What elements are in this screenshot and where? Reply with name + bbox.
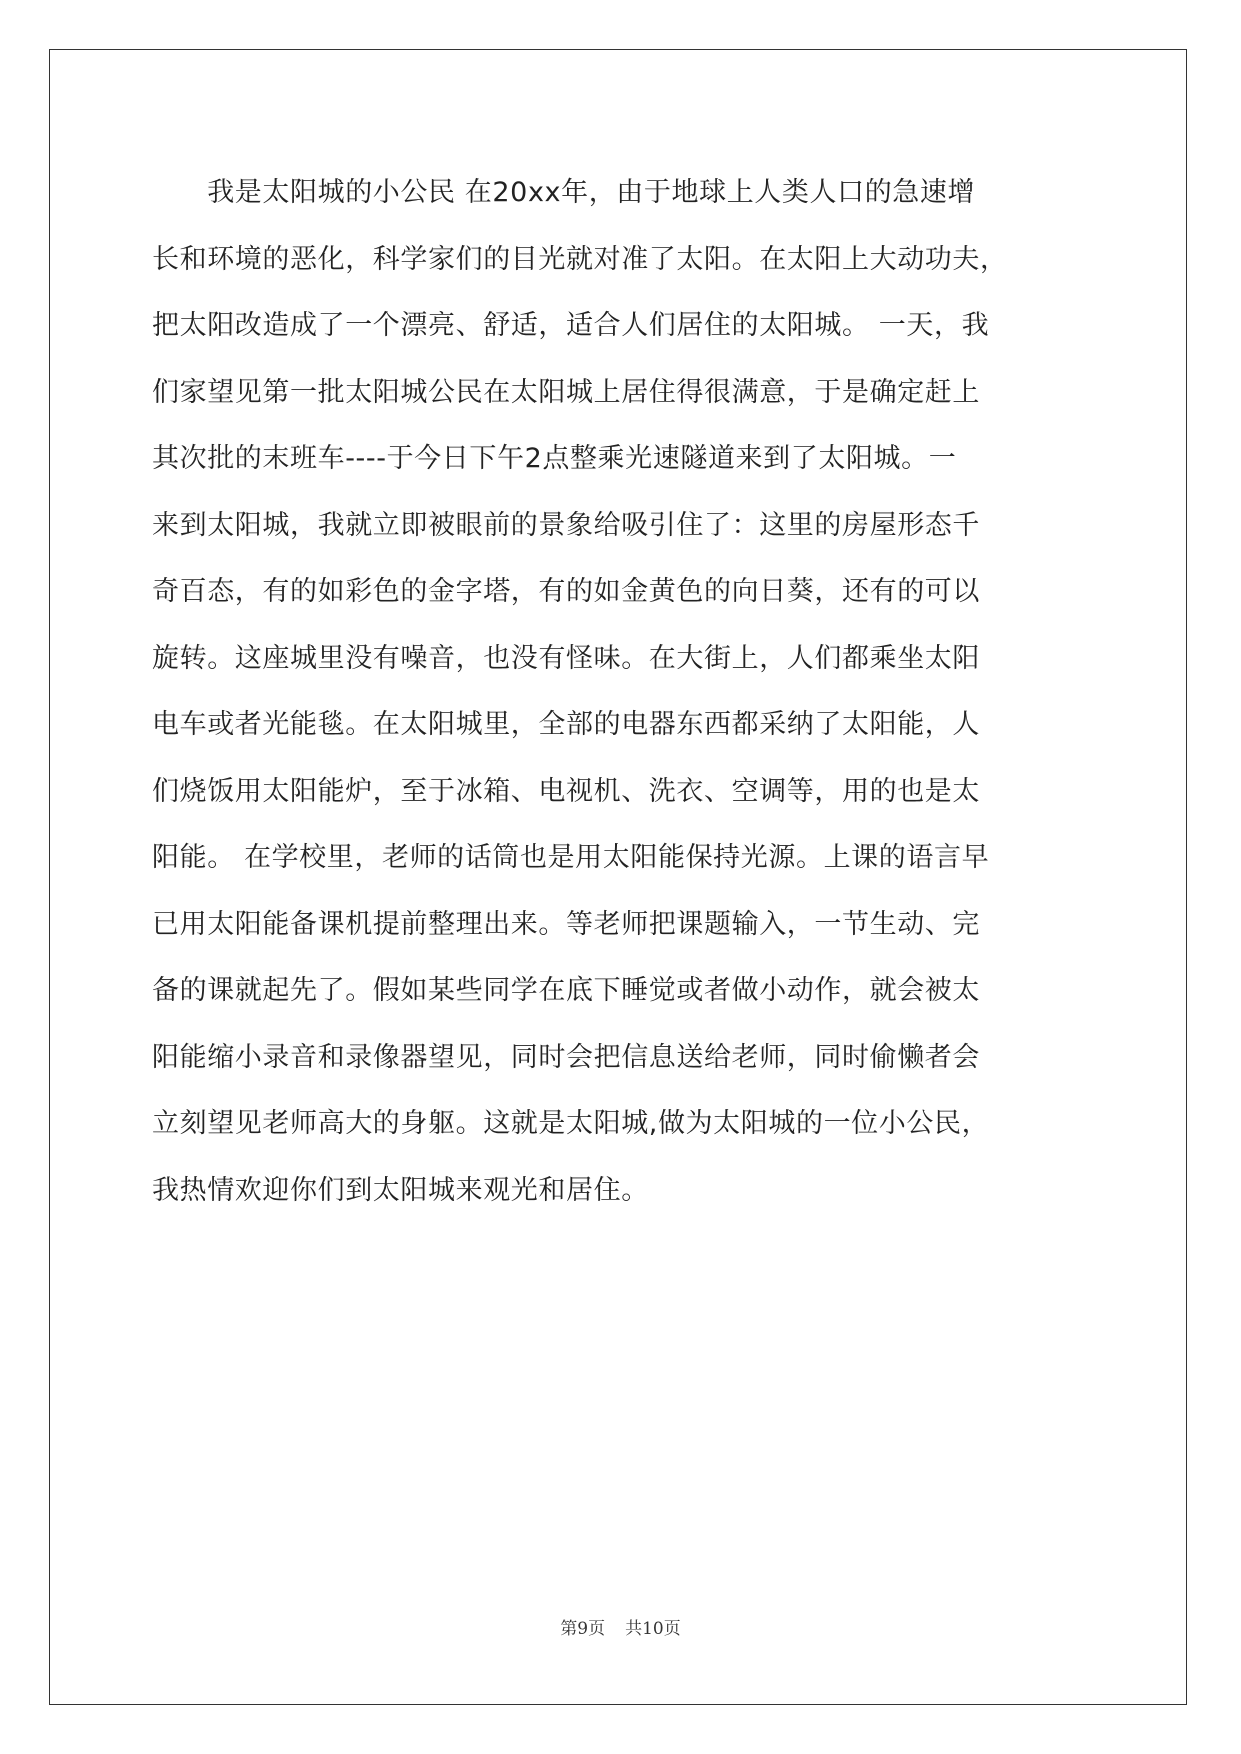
text-line: 长和环境的恶化，科学家们的目光就对准了太阳。在太阳上大动功夫， [152, 243, 1008, 275]
text-line: 旋转。这座城里没有噪音，也没有怪味。在大街上，人们都乘坐太阳 [152, 642, 980, 674]
text-line: 阳能缩小录音和录像器望见，同时会把信息送给老师，同时偷懒者会 [152, 1041, 980, 1073]
text-line: 备的课就起先了。假如某些同学在底下睡觉或者做小动作，就会被太 [152, 975, 980, 1006]
essay-body [152, 160, 1094, 1224]
text-line: 电车或者光能毯。在太阳城里，全部的电器东西都采纳了太阳能，人 [152, 709, 980, 740]
text-line: 奇百态，有的如彩色的金字塔，有的如金黄色的向日葵，还有的可以 [152, 576, 980, 607]
text-line: 把太阳改造成了一个漂亮、舒适，适合人们居住的太阳城。 一天，我 [152, 310, 990, 341]
page-number-current: 第9页 [560, 1619, 606, 1639]
text-line: 们烧饭用太阳能炉，至于冰箱、电视机、洗衣、空调等，用的也是太 [152, 775, 980, 807]
text-line: 我是太阳城的小公民 在20xx年，由于地球上人类人口的急速增 [152, 177, 976, 208]
text-line: 我热情欢迎你们到太阳城来观光和居住。 [152, 1174, 649, 1206]
page-footer [0, 1614, 1241, 1639]
text-line: 已用太阳能备课机提前整理出来。等老师把课题输入，一节生动、完 [152, 908, 980, 940]
text-line: 来到太阳城，我就立即被眼前的景象给吸引住了：这里的房屋形态千 [152, 509, 980, 541]
text-line: 阳能。 在学校里，老师的话筒也是用太阳能保持光源。上课的语言早 [152, 842, 990, 873]
page-number-total: 共10页 [625, 1619, 681, 1639]
text-line: 们家望见第一批太阳城公民在太阳城上居住得很满意，于是确定赶上 [152, 376, 980, 408]
text-line: 立刻望见老师高大的身躯。这就是太阳城,做为太阳城的一位小公民， [152, 1108, 990, 1139]
text-line: 其次批的末班车----于今日下午2点整乘光速隧道来到了太阳城。一 [152, 443, 957, 474]
